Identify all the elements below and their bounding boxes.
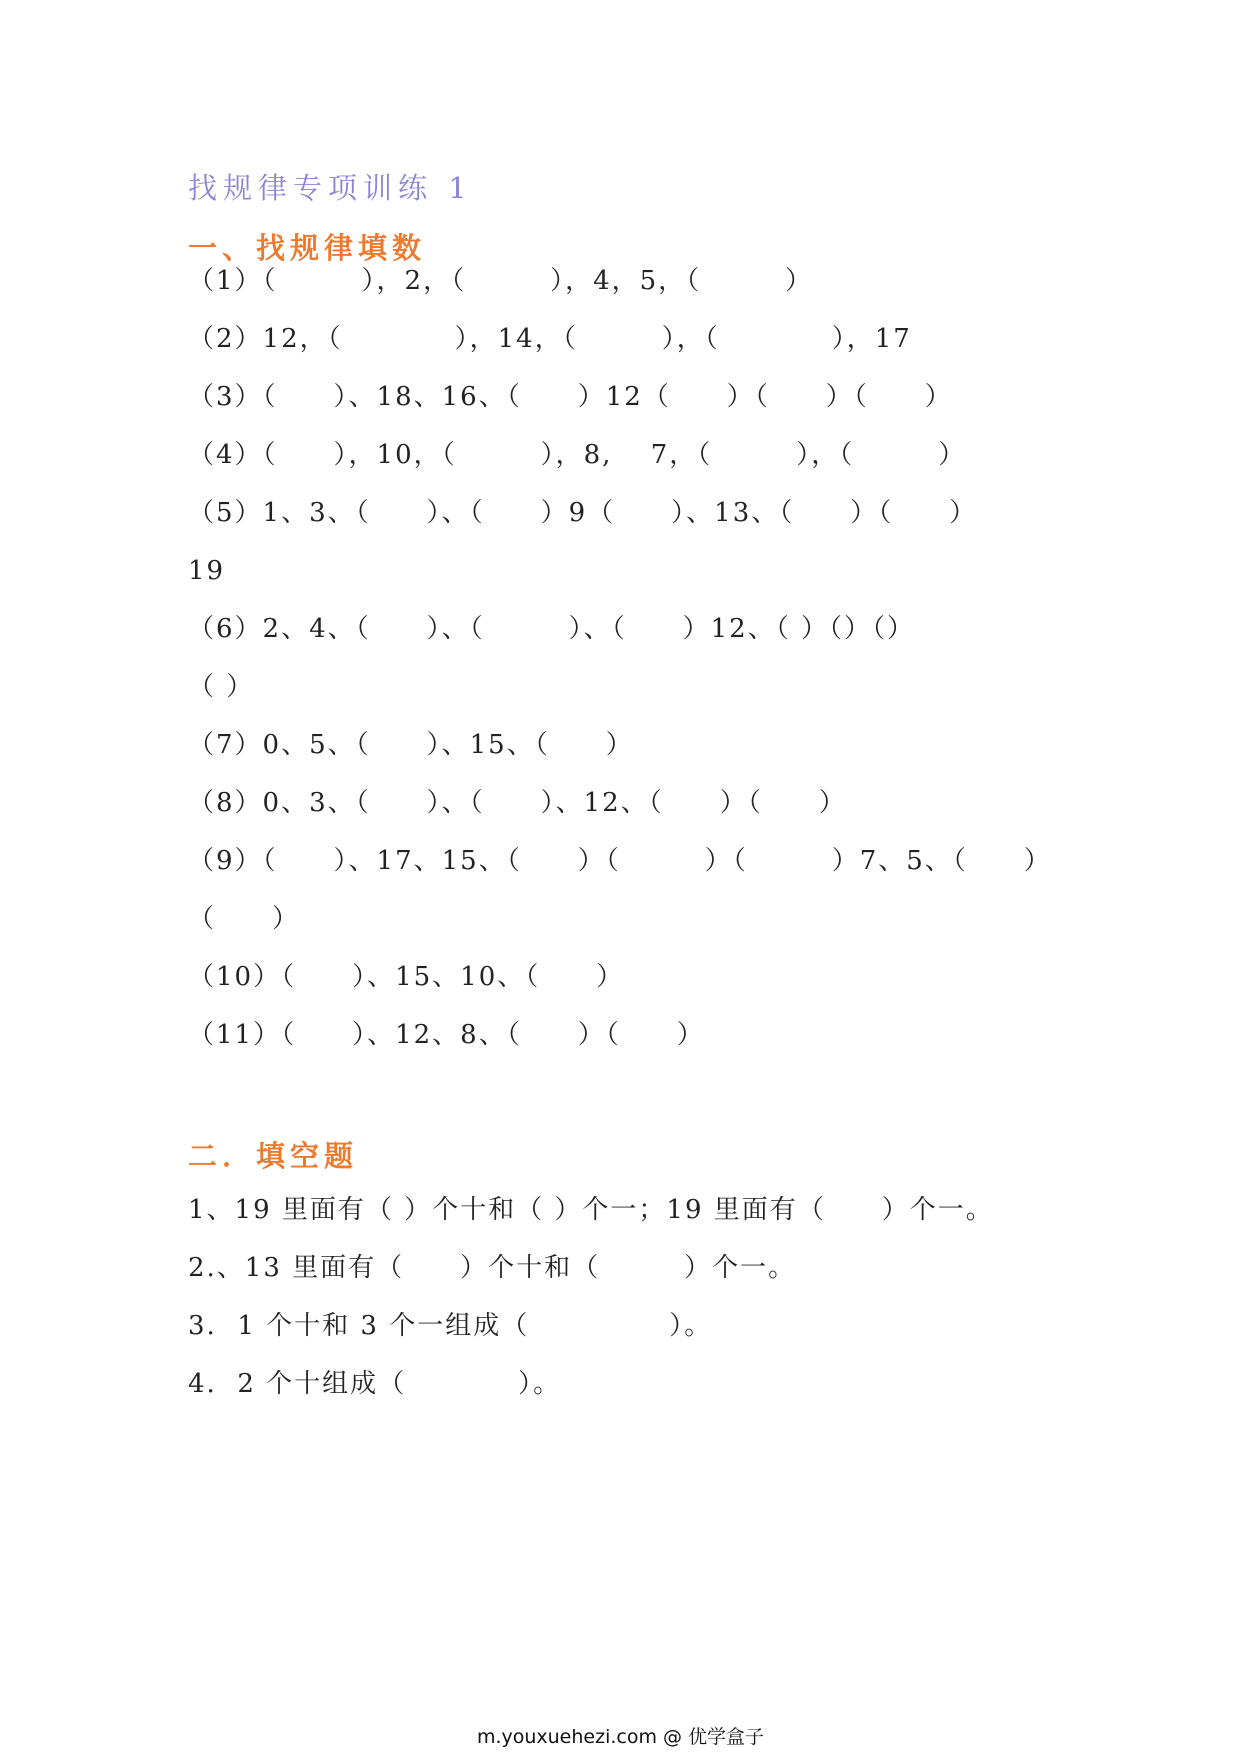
question-line: （1）（ ），2，（ ），4，5，（ ）: [188, 266, 814, 296]
question-line: （7）0、5、（ ）、15、（ ）: [188, 730, 634, 760]
fill-blank-line: 4. 2 个十组成（ ）。: [188, 1369, 562, 1399]
question-line: （6）2、4、（ ）、（ ）、（ ）12、（ ）（）（）: [188, 614, 915, 644]
question-line: （5）1、3、（ ）、（ ）9（ ）、13、（ ）（ ）: [188, 498, 978, 528]
worksheet-title: 找规律专项训练 1: [188, 171, 473, 205]
question-line: （ ）: [188, 672, 255, 702]
question-line: 19: [188, 556, 226, 586]
fill-blank-line: 3. 1 个十和 3 个一组成（ ）。: [188, 1311, 713, 1341]
question-line: （11）（ ）、12、8、（ ）（ ）: [188, 1020, 705, 1050]
footer-watermark: m.youxuehezi.com @ 优学盒子: [476, 1726, 765, 1748]
fill-blank-line: 1、19 里面有（ ）个十和（ ）个一；19 里面有（ ）个一。: [188, 1195, 994, 1225]
question-line: （10）（ ）、15、10、（ ）: [188, 962, 625, 992]
fill-blank-line: 2.、13 里面有（ ）个十和（ ）个一。: [188, 1253, 797, 1283]
question-line: （9）（ ）、17、15、（ ）（ ）（ ）7、5、（ ）: [188, 846, 1052, 876]
section2-heading: 二．填空题: [188, 1139, 359, 1173]
section1-heading: 一、找规律填数: [188, 231, 427, 265]
question-line: （3）（ ）、18、16、（ ）12（ ）（ ）（ ）: [188, 382, 953, 412]
question-line: （4）（ ），10，（ ），8, 7，（ ），（ ）: [188, 440, 967, 470]
question-line: （8）0、3、（ ）、（ ）、12、（ ）（ ）: [188, 788, 847, 818]
question-line: （ ）: [188, 904, 301, 934]
question-line: （2）12，（ ），14，（ ），（ ），17: [188, 324, 912, 354]
